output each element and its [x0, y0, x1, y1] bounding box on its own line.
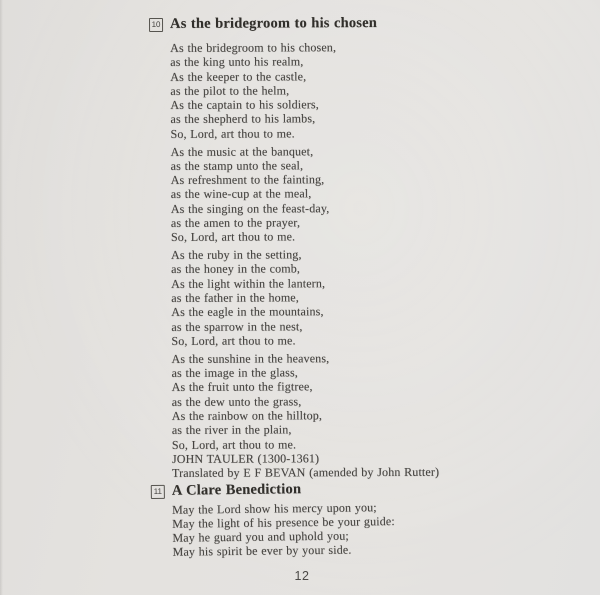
stanza: [172, 498, 592, 560]
song-section: [149, 15, 591, 480]
lyric-line: as the image in the glass,: [171, 365, 298, 380]
song-header: [149, 15, 589, 32]
page-number: 12: [294, 569, 310, 583]
lyric-line: as the pilot to the helm,: [170, 83, 290, 98]
song-header: [151, 479, 591, 499]
track-number-box: 11: [151, 485, 165, 499]
lyric-line: as the wine-cup at the meal,: [170, 186, 312, 202]
lyric-line: As the fruit unto the figtree,: [171, 379, 313, 395]
lyric-line: as the king unto his realm,: [170, 54, 304, 70]
lyric-line: As the bridegroom to his chosen,: [170, 40, 337, 55]
stanza-group: [170, 39, 591, 452]
lyric-line: As the captain to his soldiers,: [170, 97, 319, 113]
stanza: [170, 39, 589, 141]
lyric-line: as the shepherd to his lambs,: [170, 111, 316, 127]
lyric-line: As the keeper to the castle,: [170, 68, 307, 84]
song-section: [151, 479, 592, 560]
lyric-line: So, Lord, art thou to me.: [170, 229, 296, 245]
stanza: [171, 143, 590, 245]
attribution-line: Translated by E F BEVAN (amended by John Rutter): [171, 464, 440, 481]
lyric-line: As the ruby in the setting,: [171, 247, 302, 263]
lyric-line: May the light of his presence be your guide:: [172, 514, 395, 531]
lyric-line: as the dew unto the grass,: [171, 393, 302, 409]
stanza: [171, 246, 590, 348]
lyric-line: as the river in the plain,: [171, 422, 292, 438]
lyric-line: as the amen to the prayer,: [170, 215, 301, 230]
lyric-line: So, Lord, art thou to me.: [171, 333, 296, 348]
lyric-line: As the singing on the feast-day,: [170, 200, 330, 216]
stanza: [171, 350, 590, 452]
lyric-line: as the honey in the comb,: [171, 261, 301, 277]
track-number-box: 10: [149, 18, 163, 32]
attribution-line: JOHN TAULER (1300-1361): [171, 451, 320, 466]
song-title: A Clare Benediction: [171, 481, 302, 500]
lyric-line: as the sparrow in the nest,: [171, 318, 303, 334]
lyric-line: So, Lord, art thou to me.: [171, 436, 297, 452]
lyric-line: As the rainbow on the hilltop,: [171, 408, 323, 423]
lyric-line: So, Lord, art thou to me.: [170, 126, 295, 141]
lyric-line: as the father in the home,: [171, 290, 299, 305]
lyric-line: As the sunshine in the heavens,: [171, 350, 330, 366]
lyric-line: as the stamp unto the seal,: [170, 158, 304, 173]
lyric-line: As the music at the banquet,: [170, 143, 314, 159]
lyrics-column: [149, 15, 591, 560]
lyric-line: As the light within the lantern,: [171, 275, 326, 291]
stanza-group: [172, 498, 592, 560]
lyric-line: May the Lord show his mercy upon you;: [171, 500, 377, 517]
song-title: As the bridegroom to his chosen: [169, 15, 378, 32]
lyric-line: May he guard you and uphold you;: [172, 529, 349, 546]
lyric-line: As the eagle in the mountains,: [171, 304, 324, 320]
lyric-line: May his spirit be ever by your side.: [172, 543, 352, 560]
lyric-line: As refreshment to the fainting,: [170, 172, 325, 188]
attribution: [172, 450, 591, 480]
